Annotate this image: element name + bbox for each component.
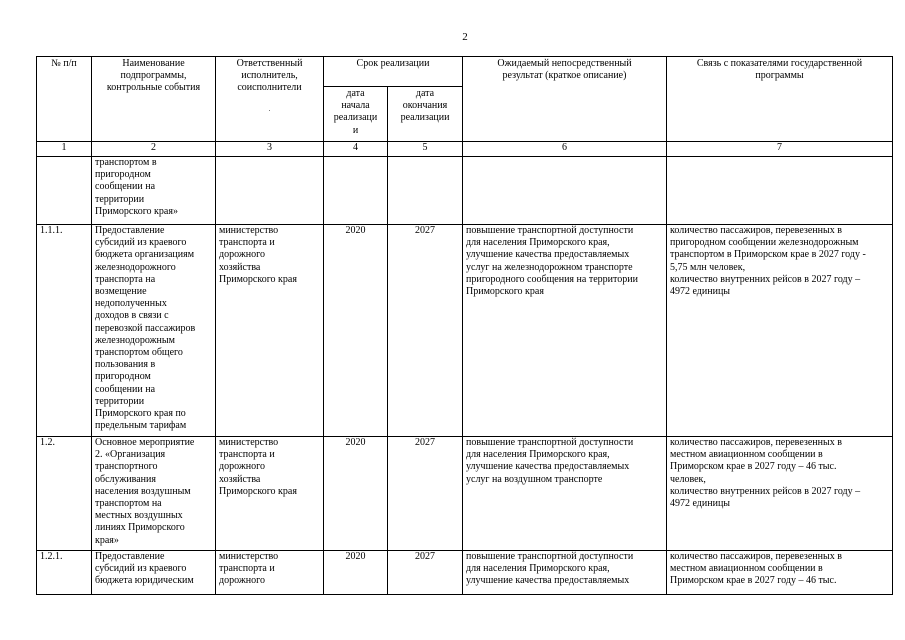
row-name-line: Приморского края» xyxy=(95,205,178,217)
row-executor xyxy=(216,157,324,225)
row-indicators-line: Приморском крае в 2027 году – 46 тыс. xyxy=(670,461,837,473)
row-number: 1.2. xyxy=(37,437,92,551)
row-executor-line: транспорта и xyxy=(219,237,275,249)
row-executor xyxy=(216,225,324,437)
row-indicators-line: количество внутренних рейсов в 2027 году – xyxy=(670,485,861,497)
row-result-line: услуг на воздушном транспорте xyxy=(466,473,603,485)
row-executor-line: дорожного xyxy=(219,249,265,261)
row-name xyxy=(92,225,216,437)
column-index-5: 5 xyxy=(388,142,463,157)
row-indicators-line: человек, xyxy=(670,473,706,485)
row-result xyxy=(463,437,667,551)
row-name-line: бюджета юридическим xyxy=(95,575,194,587)
row-result-line: повышение транспортной доступности xyxy=(466,551,634,562)
row-name-line: транспортного xyxy=(95,461,158,473)
header-row xyxy=(37,57,893,87)
header-col-executor xyxy=(216,57,324,142)
header-text-line: Ожидаемый непосредственный xyxy=(497,58,632,69)
row-name xyxy=(92,437,216,551)
row-executor-line: министерство xyxy=(219,225,279,236)
row-name-line: железнодорожного xyxy=(95,261,176,273)
row-name-line: транспортом на xyxy=(95,498,162,510)
row-indicators-line: 4972 единицы xyxy=(670,286,731,298)
row-indicators-line: количество пассажиров, перевезенных в xyxy=(670,551,842,562)
row-executor-line: Приморского края xyxy=(219,273,297,285)
table-row xyxy=(37,551,893,595)
header-text-line: контрольные события xyxy=(106,82,201,94)
row-indicators-line: 5,75 млн человек, xyxy=(670,261,746,273)
row-executor xyxy=(216,551,324,595)
row-name-line: перевозкой пассажиров xyxy=(95,322,196,334)
row-name-line: пригородном xyxy=(95,169,151,181)
row-number xyxy=(37,157,92,225)
header-text-line: дата xyxy=(415,88,435,99)
header-col-name xyxy=(92,57,216,142)
header-col-start xyxy=(324,87,388,142)
row-indicators-line: местном авиационном сообщении в xyxy=(670,449,823,461)
row-name-line: недополученных xyxy=(95,298,167,310)
row-indicators-line: Приморском крае в 2027 году – 46 тыс. xyxy=(670,575,837,587)
column-index-2: 2 xyxy=(92,142,216,157)
row-indicators-line: количество внутренних рейсов в 2027 году – xyxy=(670,273,861,285)
row-name-line: субсидий из краевого xyxy=(95,237,187,249)
row-result-line: для населения Приморского края, xyxy=(466,237,610,249)
row-indicators xyxy=(667,551,893,595)
row-name-line: 2. «Организация xyxy=(95,449,166,461)
header-text-line: Ответственный xyxy=(236,58,303,69)
row-name-line: железнодорожным xyxy=(95,334,175,346)
column-index-row xyxy=(37,142,893,157)
header-text-line: начала xyxy=(341,100,370,112)
row-result-line: улучшение качества предоставляемых xyxy=(466,461,630,473)
header-col-executor-mark: . xyxy=(268,103,271,113)
row-start-year: 2020 xyxy=(324,551,388,595)
header-text-line: исполнитель, xyxy=(241,70,298,82)
header-text-line: окончания xyxy=(402,100,448,112)
row-end-year: 2027 xyxy=(388,551,463,595)
row-name-line: субсидий из краевого xyxy=(95,563,187,575)
row-name-line: края» xyxy=(95,534,119,546)
column-index-3: 3 xyxy=(216,142,324,157)
row-start-year: 2020 xyxy=(324,437,388,551)
row-result-line: улучшение качества предоставляемых xyxy=(466,575,630,587)
row-result xyxy=(463,225,667,437)
row-indicators xyxy=(667,437,893,551)
row-indicators-line: пригородном сообщении железнодорожным xyxy=(670,237,859,249)
row-name-line: пользования в xyxy=(95,359,156,371)
row-name-line: возмещение xyxy=(95,286,147,298)
row-end-year: 2027 xyxy=(388,437,463,551)
row-indicators xyxy=(667,157,893,225)
row-end-year xyxy=(388,157,463,225)
row-executor-line: дорожного xyxy=(219,575,265,587)
row-name-line: Основное мероприятие xyxy=(95,437,195,448)
row-name-line: Предоставление xyxy=(95,551,165,562)
row-indicators-line: количество пассажиров, перевезенных в xyxy=(670,225,842,236)
row-executor-line: транспорта и xyxy=(219,563,275,575)
program-plan-table xyxy=(36,56,893,595)
row-executor xyxy=(216,437,324,551)
header-text-line: программы xyxy=(755,70,804,82)
table-row xyxy=(37,225,893,437)
header-text-line: Связь с показателями государственной xyxy=(696,58,863,69)
row-number: 1.2.1. xyxy=(37,551,92,595)
row-start-year: 2020 xyxy=(324,225,388,437)
row-result-line: для населения Приморского края, xyxy=(466,563,610,575)
header-col-period: Срок реализации xyxy=(324,57,463,87)
header-col-executor-text xyxy=(219,58,320,95)
row-name-line: территории xyxy=(95,193,145,205)
header-col-number: № п/п xyxy=(37,57,92,142)
row-end-year: 2027 xyxy=(388,225,463,437)
row-executor-line: министерство xyxy=(219,551,279,562)
row-start-year xyxy=(324,157,388,225)
header-text-line: подпрограммы, xyxy=(120,70,187,82)
row-result xyxy=(463,551,667,595)
row-name-line: Предоставление xyxy=(95,225,165,236)
header-col-end xyxy=(388,87,463,142)
row-name-line: населения воздушным xyxy=(95,485,191,497)
row-executor-line: хозяйства xyxy=(219,261,261,273)
row-name-line: сообщении на xyxy=(95,181,156,193)
row-name-line: обслуживания xyxy=(95,473,156,485)
column-index-4: 4 xyxy=(324,142,388,157)
row-indicators-line: местном авиационном сообщении в xyxy=(670,563,823,575)
row-name-line: местных воздушных xyxy=(95,510,183,522)
header-col-indicators xyxy=(667,57,893,142)
row-name xyxy=(92,157,216,225)
row-executor-line: Приморского края xyxy=(219,485,297,497)
row-name-line: транспорта на xyxy=(95,273,156,285)
row-indicators-line: 4972 единицы xyxy=(670,498,731,510)
column-index-6: 6 xyxy=(463,142,667,157)
row-name-line: предельным тарифам xyxy=(95,420,187,432)
header-text-line: соисполнители xyxy=(237,82,302,94)
table-row xyxy=(37,157,893,225)
row-indicators-line: количество пассажиров, перевезенных в xyxy=(670,437,842,448)
row-name-line: сообщении на xyxy=(95,383,156,395)
header-text-line: Наименование xyxy=(122,58,185,69)
header-text-line: реализаци xyxy=(333,112,378,124)
row-name-line: территории xyxy=(95,395,145,407)
header-text-line: реализации xyxy=(400,112,450,124)
row-name-line: доходов в связи с xyxy=(95,310,169,322)
row-indicators xyxy=(667,225,893,437)
header-text-line: дата xyxy=(346,88,365,99)
row-result-line: Приморского края xyxy=(466,286,544,298)
row-executor-line: дорожного xyxy=(219,461,265,473)
table-row xyxy=(37,437,893,551)
row-name-line: Приморского края по xyxy=(95,408,186,420)
row-result xyxy=(463,157,667,225)
row-name xyxy=(92,551,216,595)
row-name-line: транспортом в xyxy=(95,157,157,168)
row-name-line: транспортом общего xyxy=(95,347,183,359)
row-executor-line: хозяйства xyxy=(219,473,261,485)
row-result-line: повышение транспортной доступности xyxy=(466,437,634,448)
header-text-line: результат (краткое описание) xyxy=(502,70,627,82)
row-executor-line: транспорта и xyxy=(219,449,275,461)
row-name-line: пригородном xyxy=(95,371,151,383)
column-index-7: 7 xyxy=(667,142,893,157)
row-indicators-line: транспортом в Приморском крае в 2027 году - xyxy=(670,249,866,261)
header-text-line: и xyxy=(352,124,359,136)
row-result-line: повышение транспортной доступности xyxy=(466,225,634,236)
row-result-line: пригородного сообщения на территории xyxy=(466,273,638,285)
row-result-line: для населения Приморского края, xyxy=(466,449,610,461)
row-name-line: бюджета организациям xyxy=(95,249,195,261)
row-number: 1.1.1. xyxy=(37,225,92,437)
row-name-line: линиях Приморского xyxy=(95,522,185,534)
row-executor-line: министерство xyxy=(219,437,279,448)
column-index-1: 1 xyxy=(37,142,92,157)
row-result-line: услуг на железнодорожном транспорте xyxy=(466,261,633,273)
row-result-line: улучшение качества предоставляемых xyxy=(466,249,630,261)
page-number: 2 xyxy=(462,31,468,43)
header-col-result xyxy=(463,57,667,142)
